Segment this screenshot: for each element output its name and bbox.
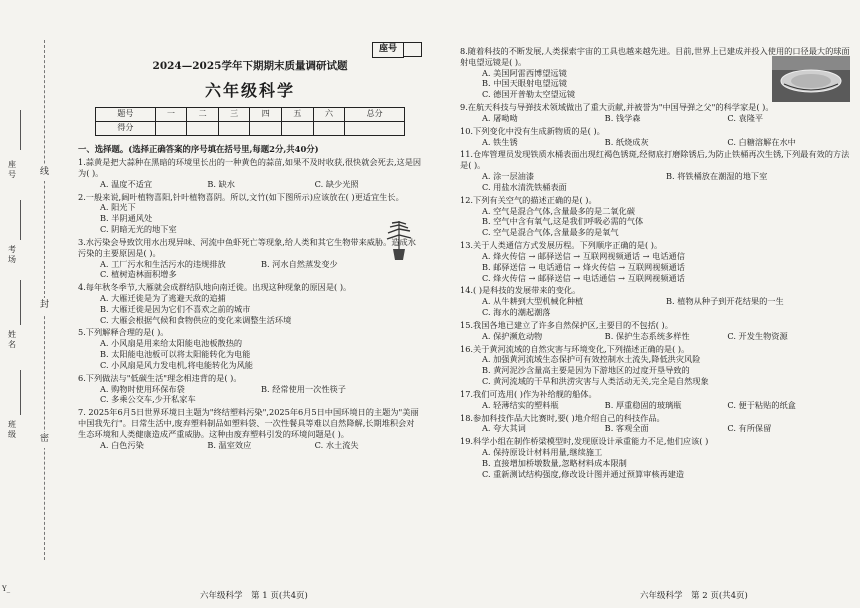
answer-option[interactable]: B. 空气中含有氧气,这是我们呼吸必需的气体 — [482, 216, 644, 227]
seat-blank[interactable] — [20, 110, 21, 150]
answer-option[interactable]: C. 重新测试结构强度,修改设计图并通过预算审核再建造 — [482, 468, 685, 479]
options-row — [460, 296, 850, 307]
name-blank[interactable] — [20, 280, 21, 325]
answer-option[interactable]: B. 直接增加桥墩数量,忽略材料成本限制 — [482, 457, 627, 468]
score-header-cell: 题号 — [96, 107, 156, 121]
options-row — [78, 440, 422, 451]
score-header-cell: 一 — [155, 107, 187, 121]
answer-option[interactable]: B. 经常使用一次性筷子 — [261, 383, 346, 394]
answer-option[interactable]: A. 小风扇是用来给太阳能电池板散热的 — [100, 338, 243, 349]
answer-option[interactable]: A. 加强黄河流域生态保护可有效控制水土流失,降低洪灾风险 — [482, 354, 701, 365]
answer-option[interactable]: B. 中国天眼射电望远镜 — [482, 78, 567, 89]
score-cell: 得分 — [96, 121, 156, 135]
answer-option[interactable]: C. 阴暗无光的地下室 — [100, 224, 177, 235]
answer-option[interactable]: A. 烽火传信 → 邮驿送信 → 互联网视频通话 → 电话通信 — [482, 250, 685, 261]
radio-telescope-image — [772, 56, 850, 102]
page-2 — [430, 0, 860, 608]
question-item — [460, 344, 850, 387]
score-value-row — [96, 121, 405, 135]
section-1-title: 一、选择题。(选择正确答案的序号填在括号里,每题2分,共40分) — [78, 143, 319, 154]
answer-option[interactable]: A. 美国阿雷西博望远镜 — [482, 67, 567, 78]
question-stem: 3.水污染会导致饮用水出现异味、河流中鱼虾死亡等现象,给人类和其它生物带来威胁。造成水污染的主要原因是( )。 — [78, 236, 416, 258]
score-header-cell: 二 — [187, 107, 219, 121]
options-row — [78, 384, 422, 395]
question-stem: 6.下列做法与"低碳生活"理念相违背的是( )。 — [78, 372, 242, 383]
options-row — [460, 423, 850, 434]
question-list-page-1 — [78, 157, 422, 451]
answer-option[interactable]: B. 河水自然蒸发变少 — [261, 258, 338, 269]
question-item — [460, 320, 850, 342]
mark-seal: 封 — [40, 298, 49, 314]
mark-line: 线 — [40, 165, 49, 181]
question-stem: 17.我们可选用( )作为补给舰的船体。 — [460, 388, 597, 399]
question-stem: 18.参加科技作品大比赛时,要( )地介绍自己的科技作品。 — [460, 412, 665, 423]
answer-option[interactable]: B. 大雁迁徙是因为它们不喜欢之前的城市 — [100, 303, 251, 314]
question-stem: 5.下列解释合理的是( )。 — [78, 327, 169, 338]
question-item — [460, 285, 850, 317]
options-row — [460, 113, 850, 124]
answer-option[interactable]: C. 德国开普勒太空望远镜 — [482, 89, 576, 100]
answer-option[interactable]: B. 温室效应 — [207, 439, 252, 450]
question-item — [78, 327, 422, 370]
score-header-cell: 总分 — [345, 107, 405, 121]
question-item — [460, 149, 850, 192]
score-cell[interactable] — [187, 121, 219, 135]
answer-option[interactable]: A. 大雁迁徙是为了逃避天敌的追捕 — [100, 293, 226, 303]
question-stem: 8.随着科技的不断发展,人类探索宇宙的工具也越来越先进。目前,世界上已建成并投入使用的口径最大的球面射电望远镜是( )。 — [460, 46, 850, 67]
answer-option[interactable]: C. 袁隆平 — [727, 112, 764, 123]
score-cell[interactable] — [218, 121, 250, 135]
answer-option[interactable]: A. 轻薄结实的塑料瓶 — [482, 399, 559, 410]
answer-option[interactable]: B. 厚重稳固的玻璃瓶 — [604, 399, 682, 410]
question-item — [78, 407, 422, 450]
answer-option[interactable]: B. 保护生态系统多样性 — [604, 330, 690, 341]
asparagus-fern-image — [384, 219, 414, 261]
question-stem: 9.在航天科技与导弹技术领域做出了重大贡献,并被誉为"中国导弹之父"的科学家是( )。 — [460, 102, 774, 113]
question-item — [460, 102, 850, 124]
answer-option[interactable]: A. 保持原设计材料用量,继续施工 — [482, 446, 603, 457]
score-cell[interactable] — [250, 121, 282, 135]
mark-secret: 密 — [40, 432, 49, 448]
answer-option[interactable]: B. 缺水 — [207, 178, 235, 189]
answer-option[interactable]: A. 工厂污水和生活污水的违规排放 — [100, 258, 226, 269]
answer-option[interactable]: C. 有所保留 — [727, 423, 772, 434]
page-2-content — [460, 44, 850, 479]
answer-option[interactable]: B. 太阳能电池板可以将太阳能转化为电能 — [100, 349, 251, 360]
answer-option[interactable]: C. 白糖溶解在水中 — [727, 136, 796, 147]
question-stem: 15.我国各地已建立了许多自然保护区,主要目的不包括( )。 — [460, 319, 673, 330]
answer-option[interactable]: A. 购物时使用环保布袋 — [100, 383, 185, 394]
answer-option[interactable]: B. 纸烧成灰 — [604, 136, 649, 147]
label-seat: 座号 — [7, 160, 17, 180]
answer-option[interactable]: C. 黄河流域的干旱和洪涝灾害与人类活动无关,完全是自然现象 — [482, 376, 709, 387]
question-item — [78, 282, 422, 325]
question-item — [460, 195, 850, 238]
answer-option[interactable]: A. 空气是混合气体,含量最多的是二氧化碳 — [482, 205, 635, 216]
page-2-footer: 六年级科学 第 2 页(共4页) — [640, 590, 748, 601]
answer-option[interactable]: A. 从牛耕到大型机械化种植 — [482, 296, 584, 307]
question-item — [78, 157, 422, 189]
score-header-cell: 四 — [250, 107, 282, 121]
options-row — [78, 259, 422, 270]
binding-margin — [0, 0, 60, 608]
options-row — [460, 171, 850, 182]
page-1-content — [78, 22, 422, 451]
question-item — [78, 192, 422, 235]
question-stem: 19.科学小组在制作桥梁模型时,发现原设计承重能力不足,他们应该( ) — [460, 436, 709, 447]
question-stem: 14.( )是科技的发展带来的变化。 — [460, 285, 581, 296]
room-blank[interactable] — [20, 200, 21, 240]
question-stem: 12.下列有关空气的描述正确的是( )。 — [460, 194, 597, 205]
seat-label: 座号 — [372, 42, 404, 58]
answer-option[interactable]: C. 用盐水清洗铁桶表面 — [482, 181, 567, 192]
answer-option[interactable]: A. 铁生锈 — [482, 136, 518, 147]
score-cell[interactable] — [155, 121, 187, 135]
answer-option[interactable]: C. 便于粘贴的纸盒 — [727, 399, 796, 410]
answer-option[interactable]: B. 半阴通风处 — [100, 213, 153, 224]
class-blank[interactable] — [20, 370, 21, 415]
question-item — [78, 237, 422, 280]
answer-option[interactable]: C. 烽火传信 → 邮驿送信 → 电话通信 → 互联网视频通话 — [482, 272, 685, 283]
answer-option[interactable]: C. 小风扇是风力发电机,将电能转化为风能 — [100, 359, 253, 370]
question-stem: 16.关于黄河流域的自然灾害与环境变化,下列描述正确的是( )。 — [460, 343, 690, 354]
score-header-row — [96, 107, 405, 121]
question-list-page-2 — [460, 46, 850, 479]
answer-option[interactable]: A. 涂一层油漆 — [482, 171, 535, 182]
question-stem: 7. 2025年6月5日世界环境日主题为"终结塑料污染",2025年6月5日中国环境日的主题为"美丽中国我先行"。日常生活中,废弃塑料制品如塑料袋、一次性餐具等难以自然降解,长期堆积会对生态环境和人类健康造成严重威胁。这种由废弃塑料引发的环境问题是( )。 — [78, 407, 419, 439]
question-item — [460, 389, 850, 411]
options-row — [460, 137, 850, 148]
question-item — [460, 126, 850, 148]
answer-option[interactable]: C. 空气是混合气体,含量最多的是氧气 — [482, 227, 619, 238]
answer-option[interactable]: B. 邮驿送信 → 电话通信 → 烽火传信 → 互联网视频通话 — [482, 261, 685, 272]
question-stem: 1.蒜黄是把大蒜种在黑暗的环境里长出的一种黄色的蒜苗,如果不及时收获,很快就会死去,这是因为( )。 — [78, 157, 422, 178]
answer-option[interactable]: B. 将铁桶放在潮湿的地下室 — [666, 171, 768, 182]
subject-title: 六年级科学 — [204, 80, 295, 100]
answer-option[interactable]: C. 水土流失 — [314, 439, 359, 450]
answer-option[interactable]: C. 缺少光照 — [314, 178, 359, 189]
page-1-footer: 六年级科学 第 1 页(共4页) — [200, 590, 308, 601]
options-row — [78, 179, 422, 190]
question-stem: 11.仓库管理员发现铁质水桶表面出现红褐色锈斑,经彻底打磨除锈后,为防止铁桶再次生锈,下列最有效的方法是( )。 — [460, 149, 850, 171]
answer-option[interactable]: B. 钱学森 — [604, 112, 641, 123]
answer-option[interactable]: B. 植物从种子到开花结果的一生 — [666, 296, 784, 307]
answer-option[interactable]: A. 阳光下 — [100, 202, 136, 213]
score-header-cell: 五 — [282, 107, 314, 121]
corner-mark: Y_ — [2, 584, 11, 593]
question-item — [460, 240, 850, 283]
question-stem: 2.一般来说,阔叶植物喜阳,针叶植物喜阴。所以,文竹(如下图所示)应该放在( )更适宜生长。 — [78, 191, 404, 202]
score-header-cell: 六 — [313, 107, 345, 121]
options-row — [460, 331, 850, 342]
answer-option[interactable]: A. 保护濒危动物 — [482, 330, 543, 341]
answer-option[interactable]: B. 黄河泥沙含量高主要是因为下游地区的过度开垦导致的 — [482, 365, 690, 376]
question-item — [78, 373, 422, 405]
answer-option[interactable]: A. 夸大其词 — [482, 423, 526, 434]
score-table — [95, 107, 405, 136]
score-cell[interactable] — [313, 121, 345, 135]
answer-option[interactable]: A. 白色污染 — [100, 439, 144, 450]
answer-option[interactable]: C. 植树造林面积增多 — [100, 269, 177, 280]
answer-option[interactable]: C. 大雁会根据气候和食物供应的变化来调整生活环境 — [100, 314, 292, 325]
question-item — [460, 436, 850, 479]
answer-option[interactable]: B. 客观全面 — [604, 423, 649, 434]
score-cell[interactable] — [282, 121, 314, 135]
question-stem: 13.关于人类通信方式发展历程。下列顺序正确的是( )。 — [460, 240, 663, 251]
label-class: 班级 — [7, 420, 17, 440]
answer-option[interactable]: C. 海水的潮起潮落 — [482, 307, 551, 318]
exam-title: 2024—2025学年下期期末质量调研试题 — [152, 60, 348, 72]
answer-option[interactable]: A. 温度不适宜 — [100, 178, 153, 189]
options-row — [460, 400, 850, 411]
question-stem: 4.每年秋冬季节,大雁就会成群结队地向南迁徙。出现这种现象的原因是( )。 — [78, 282, 352, 293]
answer-option[interactable]: C. 多乘公交车,少开私家车 — [100, 394, 196, 405]
score-header-cell: 三 — [218, 107, 250, 121]
label-name: 姓名 — [7, 330, 17, 350]
label-room: 考场 — [7, 245, 17, 265]
question-stem: 10.下列变化中没有生成新物质的是( )。 — [460, 125, 605, 136]
answer-option[interactable]: C. 开发生物资源 — [727, 330, 788, 341]
answer-option[interactable]: A. 屠呦呦 — [482, 112, 518, 123]
score-cell[interactable] — [345, 121, 405, 135]
question-item — [460, 413, 850, 435]
